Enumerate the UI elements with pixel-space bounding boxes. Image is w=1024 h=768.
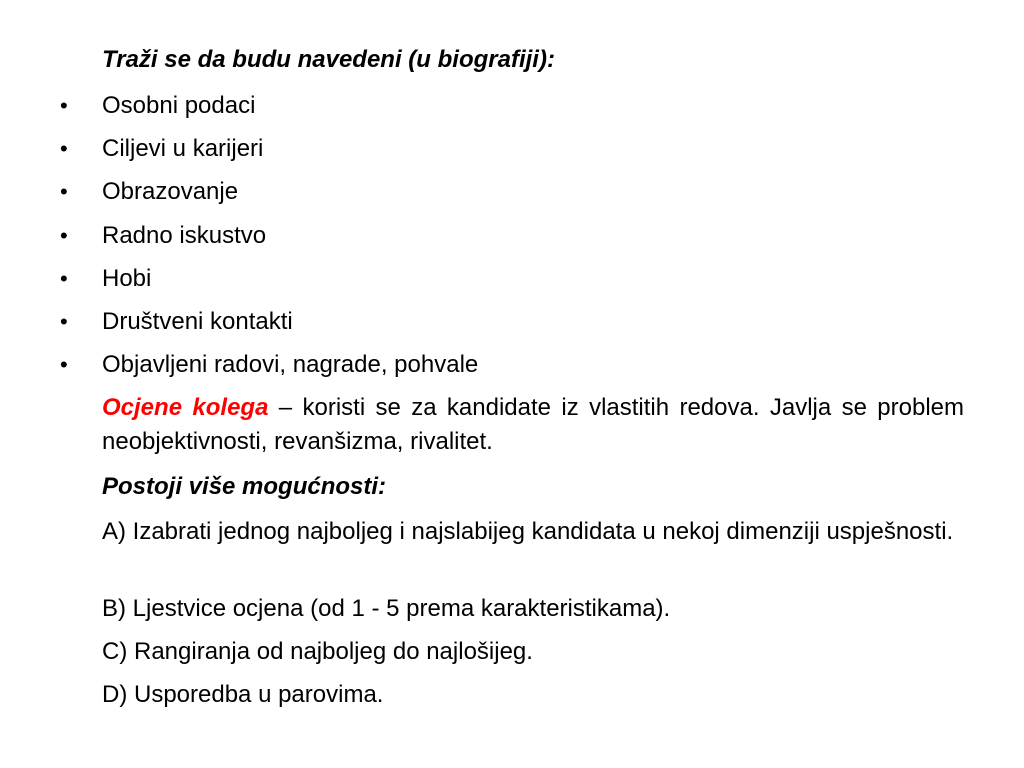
bullet-item: Ciljevi u karijeri	[102, 135, 264, 162]
bullet-icon: •	[60, 136, 68, 161]
option-item: B) Ljestvice ocjena (od 1 - 5 prema karakteristikama).	[102, 595, 671, 622]
bullet-icon: •	[60, 179, 68, 204]
bullet-icon: •	[60, 223, 68, 248]
bullet-item: Objavljeni radovi, nagrade, pohvale	[102, 351, 479, 378]
bullet-icon: •	[60, 352, 68, 377]
bullet-item: Hobi	[102, 265, 152, 292]
bullet-item: Osobni podaci	[102, 92, 256, 119]
bullet-icon: •	[60, 309, 68, 334]
bullet-item: Obrazovanje	[102, 178, 239, 205]
bullet-item: Radno iskustvo	[102, 222, 267, 249]
option-item: D) Usporedba u parovima.	[102, 681, 384, 708]
options-heading: Postoji više mogućnosti:	[102, 473, 387, 500]
bullet-icon: •	[60, 93, 68, 118]
bullet-icon: •	[60, 266, 68, 291]
option-item: A) Izabrati jednog najboljeg i najslabijeg kandidata u nekoj dimenziji uspješnosti.	[102, 518, 954, 545]
bullet-item: Društveni kontakti	[102, 308, 293, 335]
peer-review-term: Ocjene kolega	[102, 394, 269, 421]
intro-heading: Traži se da budu navedeni (u biografiji):	[102, 46, 555, 73]
peer-review-paragraph	[102, 391, 964, 459]
option-item: C) Rangiranja od najboljeg do najlošijeg.	[102, 638, 533, 665]
peer-review-description: – koristi se za kandidate iz vlastitih redova. Javlja se problem neobjektivnosti, revanšizma, rivalitet.	[102, 394, 964, 455]
